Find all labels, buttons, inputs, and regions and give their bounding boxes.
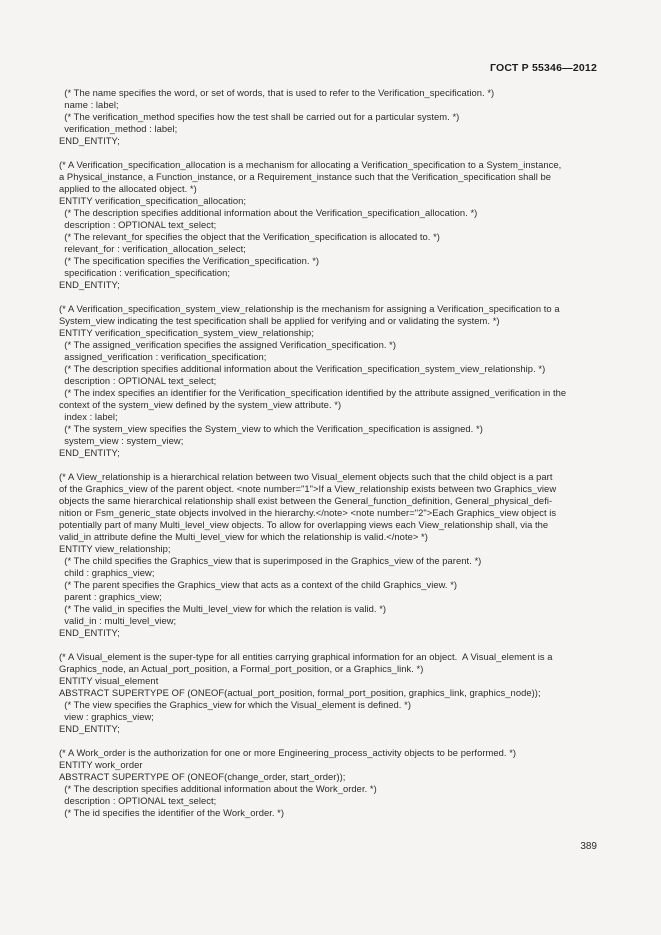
text-line: ENTITY view_relationship; — [59, 543, 171, 554]
text-line — [59, 735, 661, 747]
text-line — [59, 639, 661, 651]
text-line: index : label; — [59, 411, 118, 422]
text-line: view : graphics_view; — [59, 711, 154, 722]
text-line: (* The description specifies additional information about the Work_order. *) — [59, 783, 377, 794]
text-line: (* The id specifies the identifier of the Work_order. *) — [59, 807, 285, 818]
text-line: END_ENTITY; — [59, 279, 120, 290]
text-line: (* The view specifies the Graphics_view for which the Visual_element is defined. *) — [59, 699, 411, 710]
text-line: (* The description specifies additional information about the Verification_specification_allocation. *) — [59, 207, 478, 218]
text-line: (* The name specifies the word, or set of words, that is used to refer to the Verification_specification. *) — [59, 87, 495, 98]
page-header — [0, 62, 597, 74]
text-line: Graphics_node, an Actual_port_position, a Formal_port_position, or a Graphics_link. *) — [59, 663, 424, 674]
text-line: ABSTRACT SUPERTYPE OF (ONEOF(actual_port_position, formal_port_position, graphics_link, graphics_node)); — [59, 687, 541, 698]
text-line: END_ENTITY; — [59, 447, 120, 458]
text-line: ENTITY verification_specification_allocation; — [59, 195, 247, 206]
text-line: of the Graphics_view of the parent object. <note number="1">If a View_relationship exists between two Graphics_view — [59, 483, 557, 494]
text-line: ENTITY visual_element — [59, 675, 159, 686]
text-line: relevant_for : verification_allocation_select; — [59, 243, 246, 254]
text-line: (* The verification_method specifies how the test shall be carried out for a particular system. *) — [59, 111, 460, 122]
text-line — [59, 291, 661, 303]
text-line: system_view : system_view; — [59, 435, 184, 446]
text-line: (* The parent specifies the Graphics_view that acts as a context of the child Graphics_view. *) — [59, 579, 458, 590]
text-line: ABSTRACT SUPERTYPE OF (ONEOF(change_order, start_order)); — [59, 771, 346, 782]
text-line: child : graphics_view; — [59, 567, 155, 578]
text-line: description : OPTIONAL text_select; — [59, 219, 217, 230]
text-line: valid_in : multi_level_view; — [59, 615, 177, 626]
text-line: context of the system_view defined by the system_view attribute. *) — [59, 399, 342, 410]
text-line: nition or Fsm_generic_state objects involved in the hierarchy.</note> <note number="2">Each Graphics_view object is — [59, 507, 557, 518]
text-line: (* A Verification_specification_system_view_relationship is the mechanism for assigning a Verification_specification to a — [59, 303, 560, 314]
page-footer — [0, 841, 597, 852]
text-line: (* The valid_in specifies the Multi_level_view for which the relation is valid. *) — [59, 603, 387, 614]
text-line: potentially part of many Multi_level_view objects. To allow for overlapping views each View_relationship shall, via the — [59, 519, 549, 530]
text-line: System_view indicating the test specification shall be applied for verifying and or validating the system. *) — [59, 315, 500, 326]
text-line: name : label; — [59, 99, 119, 110]
text-line: parent : graphics_view; — [59, 591, 162, 602]
page-number: 389 — [580, 841, 597, 852]
text-line: (* The specification specifies the Verification_specification. *) — [59, 255, 320, 266]
text-line: (* The index specifies an identifier for the Verification_specification identified by the attribute assigned_verification in the — [59, 387, 567, 398]
text-line: verification_method : label; — [59, 123, 178, 134]
text-line: (* The relevant_for specifies the object that the Verification_specification is allocated to. *) — [59, 231, 440, 242]
document-body — [59, 87, 661, 819]
text-line: (* A Work_order is the authorization for one or more Engineering_process_activity objects to be performed. *) — [59, 747, 517, 758]
text-line: applied to the allocated object. *) — [59, 183, 197, 194]
text-line: ENTITY work_order — [59, 759, 143, 770]
text-line: END_ENTITY; — [59, 723, 120, 734]
text-line: END_ENTITY; — [59, 627, 120, 638]
text-line — [59, 459, 661, 471]
text-line: a Physical_instance, a Function_instance, or a Requirement_instance such that the Verification_specification shall be — [59, 171, 552, 182]
text-line: description : OPTIONAL text_select; — [59, 375, 217, 386]
text-line: (* The description specifies additional information about the Verification_specification_system_view_relationship. *) — [59, 363, 546, 374]
text-line: valid_in attribute define the Multi_level_view for which the relationship is valid.</note> *) — [59, 531, 428, 542]
text-line: ENTITY verification_specification_system_view_relationship; — [59, 327, 314, 338]
document-code: ГОСТ Р 55346—2012 — [489, 62, 597, 74]
text-line: END_ENTITY; — [59, 135, 120, 146]
text-line — [59, 147, 661, 159]
text-line: (* The system_view specifies the System_view to which the Verification_specification is assigned. *) — [59, 423, 483, 434]
text-line: (* The child specifies the Graphics_view that is superimposed in the Graphics_view of the parent. *) — [59, 555, 482, 566]
text-line: specification : verification_specification; — [59, 267, 231, 278]
text-line: (* A Verification_specification_allocation is a mechanism for allocating a Verification_specification to a System_instance, — [59, 159, 562, 170]
text-line: (* A Visual_element is the super-type for all entities carrying graphical information for an object. A Visual_element is a — [59, 651, 553, 662]
text-line: objects the same hierarchical relationship shall exist between the General_function_definition, General_physical_defi- — [59, 495, 553, 506]
text-line: assigned_verification : verification_specification; — [59, 351, 267, 362]
text-line: (* A View_relationship is a hierarchical relation between two Visual_element objects such that the child object is a part — [59, 471, 553, 482]
text-line: (* The assigned_verification specifies the assigned Verification_specification. *) — [59, 339, 397, 350]
text-line: description : OPTIONAL text_select; — [59, 795, 217, 806]
